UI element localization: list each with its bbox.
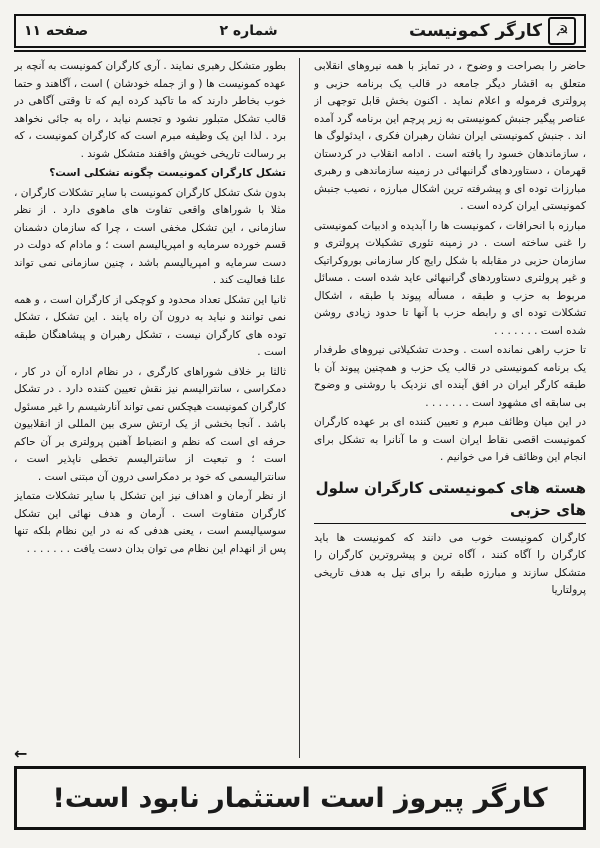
page-number: صفحه ۱۱	[24, 23, 89, 39]
page-header	[14, 14, 586, 48]
section-paragraph: کارگران کمونیست خوب می دانند که کمونیست ها باید کارگران را آگاه کنند ، آگاه ترین و پیشروترین کارگران را متشکل سازند و مبارزه طبقه را برای نیل به هدف تاریخی پرولتاریا	[314, 531, 586, 596]
left-paragraph: ثالثا بر خلاف شوراهای کارگری ، در نظام اداره آن در کار ، دمکراسی ، سانترالیسم نیز نقش تعیین کننده دارد . در تشکل کارگران کمونیست هیچکس نمی تواند آنارشیسم را غیر مسئول باشد . آنجا بخشی از یک ارتش سری بین المللی از انقلابیون حرفه ای است که نظم و انضباط آهنین پرولتری بر آن حاکم است ؛ و تبعیت از سانترالیسم تخطی ناپذیر است ، سانترالیسمی که خود بر دمکراسی درون آن مبتنی است .	[14, 365, 286, 483]
left-column	[14, 58, 286, 758]
left-paragraph: بدون شک تشکل کارگران کمونیست با سایر تشکلات کارگران ، مثلا با شوراهای واقعی تفاوت های ماهوی دارد . از نظر سازمانی ، این تشکل مخفی است ، چرا که سازمان دشمنان قسم خورده سرمایه و امپریالیسم است ؛ و مادام که دولت در دست سرمایه و امپریالیسم باشد ، چنین سازمانی نمی تواند علنا فعالیت کند .	[14, 186, 286, 286]
section-heading: هسته های کمونیستی کارگران سلول های حزبی	[314, 477, 586, 524]
column-divider	[299, 58, 300, 758]
hammer-sickle-logo-icon: ☭	[548, 17, 576, 45]
issue-number: شماره ۲	[219, 23, 278, 39]
right-column	[314, 58, 586, 758]
continued-arrow-icon: ←	[14, 744, 28, 763]
slogan-text: کارگر پیروز است استثمار نابود است!	[52, 782, 548, 814]
right-paragraph: تا حزب راهی نمانده است . وحدت تشکیلاتی نیروهای طرفدار یک برنامه کمونیستی در قالب یک حزب و همچنین پیوند آن با طبقه کارگر ایران در افق آینده ای نزدیک با روشنی و وضوح بی سابقه ای مشهود است . . . . . . .	[314, 344, 586, 409]
left-paragraph: بطور متشکل رهبری نمایند . آری کارگران کمونیست به آنچه بر عهده کمونیست ها ( و از جمله خودشان ) است ، آگاهند و حتما خوب بخاطر دارند که ما تاکید کرده ایم که تا وقتی آگاهی در قالب تشکل متبلور نشود و تجسم نیابد ، راه به جائی نخواهد برد . لذا این یک وظیفه مبرم است که کارگران کمونیست ، که بر رسالت تاریخی خویش واقفند متشکل شوند .	[14, 60, 286, 160]
masthead-title: کارگر کمونیست	[409, 21, 542, 41]
masthead	[409, 17, 576, 45]
newspaper-page	[14, 14, 586, 834]
slogan-banner	[14, 766, 586, 830]
header-divider	[14, 50, 586, 52]
subheading-question: تشکل کارگران کمونیست چگونه تشکلی است؟	[49, 167, 286, 179]
right-paragraph: حاضر را بصراحت و وضوح ، در تمایز با همه نیروهای انقلابی متعلق به اقشار دیگر جامعه در قالب یک برنامه حزبی و پرولتری فرموله و اعلام نماید . اکنون بخش قابل توجهی از عناصر پیگیر جنبش کمونیستی به زیر پرچم این برنامه گرد آمده اند . جنبش کمونیستی ایران نشان رهبران فکری ، ایدئولوگ ها ، سازماندهان خسود را یافته است . ادامه انقلاب در کردستان قهرمان ، دستاوردهای گرانبهائی در زمینه سازماندهی و رهبری مبارزات توده ای و پیشرفته ترین اشکال مبارزه ، نصیب جنبش کمونیستی ایران کرده است .	[314, 60, 586, 212]
right-paragraph: مبارزه با انحرافات ، کمونیست ها را آبدیده و ادبیات کمونیستی را غنی ساخته است . در زمینه تئوری تشکیلات پرولتری و سازمان حزبی در مقابله با شکل رایج کار سازمانی بوروکراتیک و غیر پرولتری دستاوردهای گرانبهائی عاید شده است . مسائل مربوط به حزب و طبقه ، مسأله پیوند با طبقه ، اشکال تشکلات توده ای و رابطه حزب با آنها تا حدود زیادی روشن شده است . . . . . . .	[314, 219, 586, 337]
right-paragraph: در این میان وظائف مبرم و تعیین کننده ای بر عهده کارگران کمونیست اقصی نقاط ایران است و ما آنانرا به تشکل برای انجام این وظائف فرا می خوانیم .	[314, 416, 586, 463]
left-paragraph: ثانیا این تشکل تعداد محدود و کوچکی از کارگران است ، و همه نمی توانند و نباید به درون آن راه یابند . این تشکل ، تشکل توده های کارگران نیست ، تشکل رهبران و پیشاهنگان طبقه است .	[14, 293, 286, 358]
left-paragraph: از نظر آرمان و اهداف نیز این تشکل با سایر تشکلات متمایز کارگران متفاوت است . آرمان و هدف نهائی این تشکل سوسیالیسم است ، یعنی هدفی که نه در این نظام بلکه تنها پس از انهدام این نظام می توان بدان دست یافت . . . . . . .	[14, 490, 286, 555]
